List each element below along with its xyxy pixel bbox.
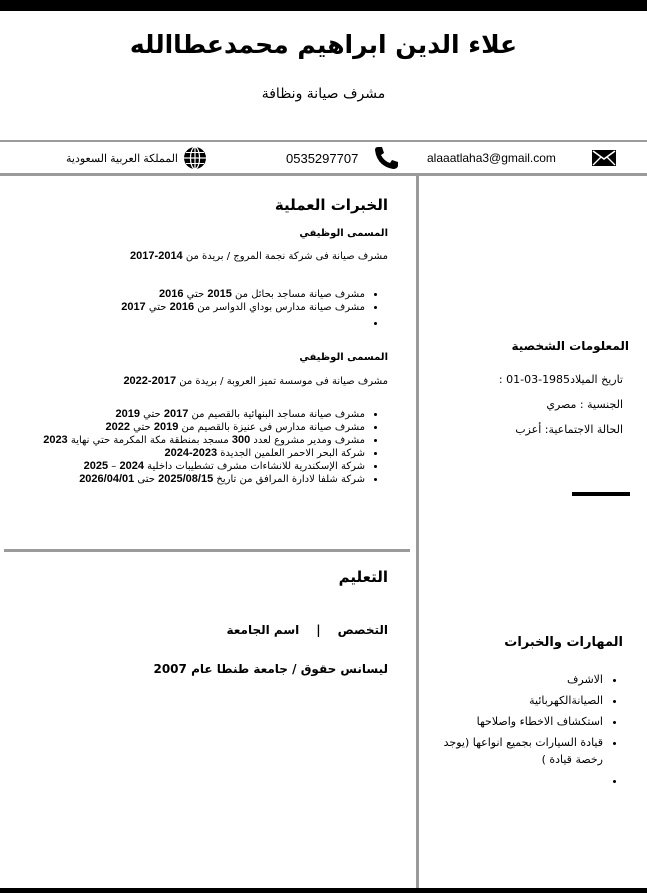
list-item: • قيادة السيارات بجميع انواعها (يوجد رخصة قيادة ) <box>413 734 603 768</box>
list-item: • شركة الإسكندرية للانشاءات مشرف تشطيبات داخلية 2024 – 2025 <box>43 460 365 473</box>
list-item <box>121 317 365 330</box>
field-label: التخصص <box>337 623 388 637</box>
education-degree: ليسانس حقوق / جامعة طنطا عام 2007 <box>153 662 388 676</box>
list-item: • شركة شلفا لادارة المرافق من تاريخ 2025/08/15 حتى 2026/04/01 <box>43 473 365 486</box>
location-text: المملكة العربية السعودية <box>66 152 178 165</box>
personal-underline <box>572 492 630 496</box>
marital-status: الحالة الاجتماعية: أعزب <box>515 423 623 436</box>
bottom-border <box>0 888 647 893</box>
list-item <box>413 772 603 789</box>
job-2-list <box>43 408 383 486</box>
job-1-label: المسمى الوظيفي <box>299 228 388 239</box>
job-1-description: مشرف صيانة فى شركة نجمة المروج / بريدة من 2014-2017 <box>130 250 388 262</box>
list-item: • استكشاف الاخطاء واصلاحها <box>413 713 603 730</box>
person-name: علاء الدين ابراهيم محمدعطاالله <box>129 30 518 59</box>
list-item: • مشرف صيانة مساجد البنهائية بالقصيم من 2017 حتي 2019 <box>43 408 365 421</box>
skills-heading: المهارات والخبرات <box>504 635 623 650</box>
university-label: اسم الجامعة <box>226 623 300 637</box>
phone-icon <box>373 146 399 174</box>
field-separator: | <box>316 623 321 637</box>
education-heading: التعليم <box>338 568 388 586</box>
contact-phone[interactable] <box>286 147 358 169</box>
contact-bottom-divider <box>0 173 647 176</box>
list-item: • مشرف صيانة مدارس بوداي الدواسر من 2016 حتي 2017 <box>121 301 365 314</box>
phone-text[interactable]: 0535297707 <box>286 150 359 166</box>
list-item: • الاشرف <box>413 671 603 688</box>
list-item: • الصيانةالكهربائية <box>413 692 603 709</box>
nationality: الجنسية : مصري <box>546 398 623 411</box>
list-item: • مشرف صيانة مساجد بحائل من 2015 حتي 2016 <box>121 288 365 301</box>
envelope-icon <box>592 150 616 170</box>
email-text[interactable]: alaaatlaha3@gmail.com <box>427 151 556 165</box>
contact-email[interactable] <box>427 147 556 169</box>
job-2-description: مشرف صيانة فى موسسة تميز العروبة / بريدة من 2017-2022 <box>123 375 388 387</box>
personal-heading: المعلومات الشخصية <box>511 339 629 353</box>
top-border <box>0 0 647 11</box>
education-fields <box>226 623 388 637</box>
list-item: • مشرف صيانة مدارس فى عنيزة بالقصيم من 2019 حتي 2022 <box>43 421 365 434</box>
birth-date: تاريخ الميلاد1985-03-01 : <box>498 373 623 386</box>
experience-heading: الخبرات العملية <box>274 196 388 214</box>
experience-divider <box>4 549 410 552</box>
list-item: • شركة البحر الاحمر العلمين الجديدة 2023-2024 <box>43 447 365 460</box>
contact-top-divider <box>0 140 647 142</box>
job-2-label: المسمى الوظيفي <box>299 352 388 363</box>
list-item: • مشرف ومدير مشروع لعدد 300 مسجد بمنطقة مكة المكرمة حتي نهاية 2023 <box>43 434 365 447</box>
globe-icon <box>183 146 207 174</box>
person-job-title: مشرف صيانة ونظافة <box>261 86 386 102</box>
contact-location <box>66 147 178 169</box>
job-1-list <box>121 288 383 330</box>
skills-list <box>413 671 619 793</box>
